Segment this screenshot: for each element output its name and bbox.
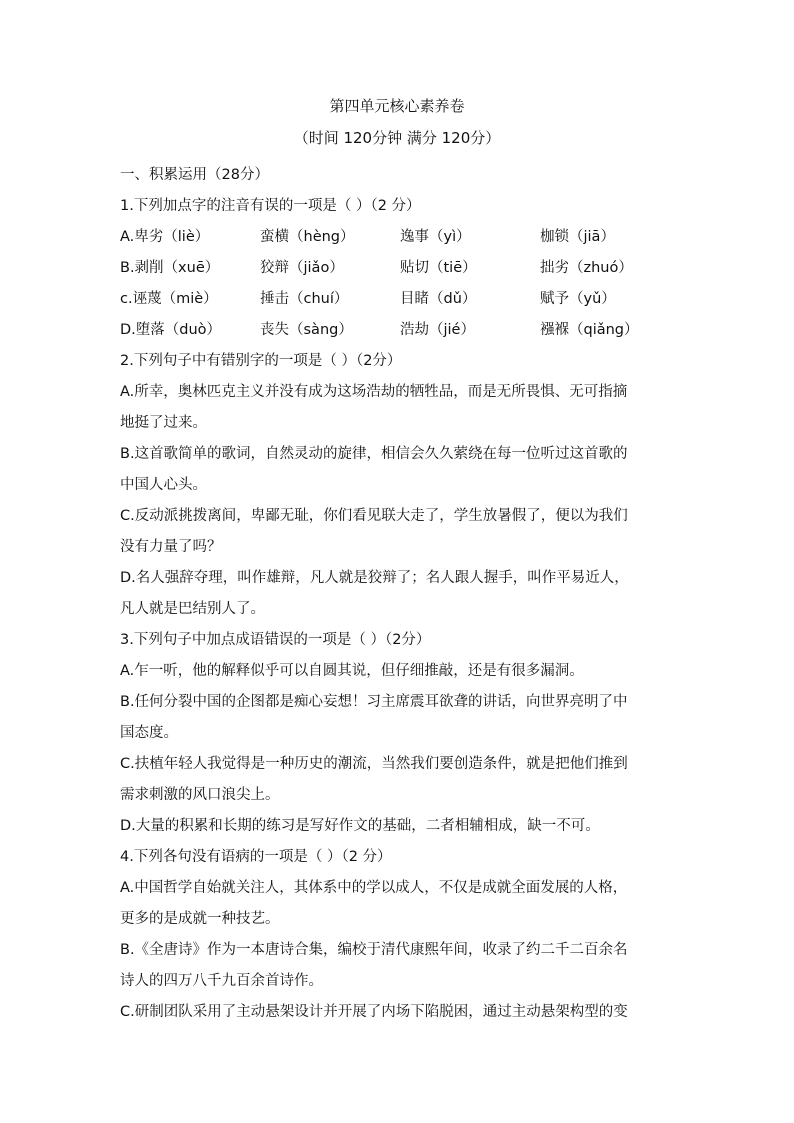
option-text: 拙劣（zhuó） — [540, 260, 633, 276]
option-text: 枷锁（jiā） — [540, 229, 615, 245]
question-3-line: C.扶植年轻人我觉得是一种历史的潮流，当然我们要创造条件，就是把他们推到 — [120, 756, 628, 772]
option-text: 狡辩（jiǎo） — [260, 260, 344, 276]
question-3-line: 需求刺激的风口浪尖上。 — [120, 787, 280, 803]
question-2-line: 凡人就是巴结别人了。 — [120, 601, 265, 617]
option-text: 丧失（sàng） — [260, 322, 353, 338]
section-heading: 一、积累运用（28分） — [120, 167, 269, 183]
question-4-line: 诗人的四万八千九百余首诗作。 — [120, 973, 323, 989]
option-text: 逸事（yì） — [400, 229, 471, 245]
option-text: 蛮横（hèng） — [260, 229, 355, 245]
question-1-row-a — [120, 222, 680, 253]
option-text: A.卑劣（liè） — [120, 229, 210, 245]
question-2-line: D.名人强辞夺理，叫作雄辩，凡人就是狡辩了；名人跟人握手，叫作平易近人， — [120, 570, 629, 586]
option-text: 贴切（tiē） — [400, 260, 477, 276]
option-text: 赋予（yǔ） — [540, 291, 616, 307]
option-text: c.诬蔑（miè） — [120, 291, 218, 307]
question-4-line: B.《全唐诗》作为一本唐诗合集，编校于清代康熙年间，收录了约二千二百余名 — [120, 942, 628, 958]
question-4-stem: 4.下列各句没有语病的一项是（ ）（2 分） — [120, 849, 392, 865]
question-3-line: A.乍一听，他的解释似乎可以自圆其说，但仔细推敲，还是有很多漏洞。 — [120, 663, 584, 679]
question-4-line: C.研制团队采用了主动悬架设计并开展了内场下陷脱困，通过主动悬架构型的变 — [120, 1004, 628, 1020]
question-2-line: 地挺了过来。 — [120, 415, 207, 431]
question-2-line: A.所幸，奥林匹克主义并没有成为这场浩劫的牺牲品，而是无所畏惧、无可指摘 — [120, 384, 628, 400]
exam-content — [120, 160, 680, 1028]
option-text: D.堕落（duò） — [120, 322, 222, 338]
question-3-line: D.大量的积累和长期的练习是写好作文的基础，二者相辅相成，缺一不可。 — [120, 818, 600, 834]
question-2-line: C.反动派挑拨离间，卑鄙无耻，你们看见联大走了，学生放暑假了，便以为我们 — [120, 508, 628, 524]
page-title: 第四单元核心素养卷 — [329, 97, 465, 115]
question-1-row-b — [120, 253, 680, 284]
question-4-line: 更多的是成就一种技艺。 — [120, 911, 280, 927]
question-2-stem: 2.下列句子中有错别字的一项是（ ）（2分） — [120, 353, 402, 369]
option-text: 襁褓（qiǎng） — [540, 322, 639, 338]
question-3-line: B.任何分裂中国的企图都是痴心妄想！习主席震耳欲聋的讲话，向世界亮明了中 — [120, 694, 628, 710]
option-text: 目睹（dǔ） — [400, 291, 477, 307]
question-2-line: 中国人心头。 — [120, 477, 207, 493]
question-1-row-d — [120, 315, 680, 346]
page-subtitle: （时间 120分钟 满分 120分） — [293, 129, 501, 147]
question-1-row-c — [120, 284, 680, 315]
question-1-stem: 1.下列加点字的注音有误的一项是（ ）（2 分） — [120, 198, 421, 214]
option-text: B.剥削（xuē） — [120, 260, 220, 276]
question-3-stem: 3.下列句子中加点成语错误的一项是（ ）（2分） — [120, 632, 431, 648]
option-text: 浩劫（jié） — [400, 322, 475, 338]
question-3-line: 国态度。 — [120, 725, 178, 741]
option-text: 捶击（chuí） — [260, 291, 349, 307]
question-4-line: A.中国哲学自始就关注人，其体系中的学以成人，不仅是成就全面发展的人格， — [120, 880, 628, 896]
question-2-line: 没有力量了吗？ — [120, 539, 222, 555]
question-2-line: B.这首歌简单的歌词，自然灵动的旋律，相信会久久萦绕在每一位听过这首歌的 — [120, 446, 628, 462]
